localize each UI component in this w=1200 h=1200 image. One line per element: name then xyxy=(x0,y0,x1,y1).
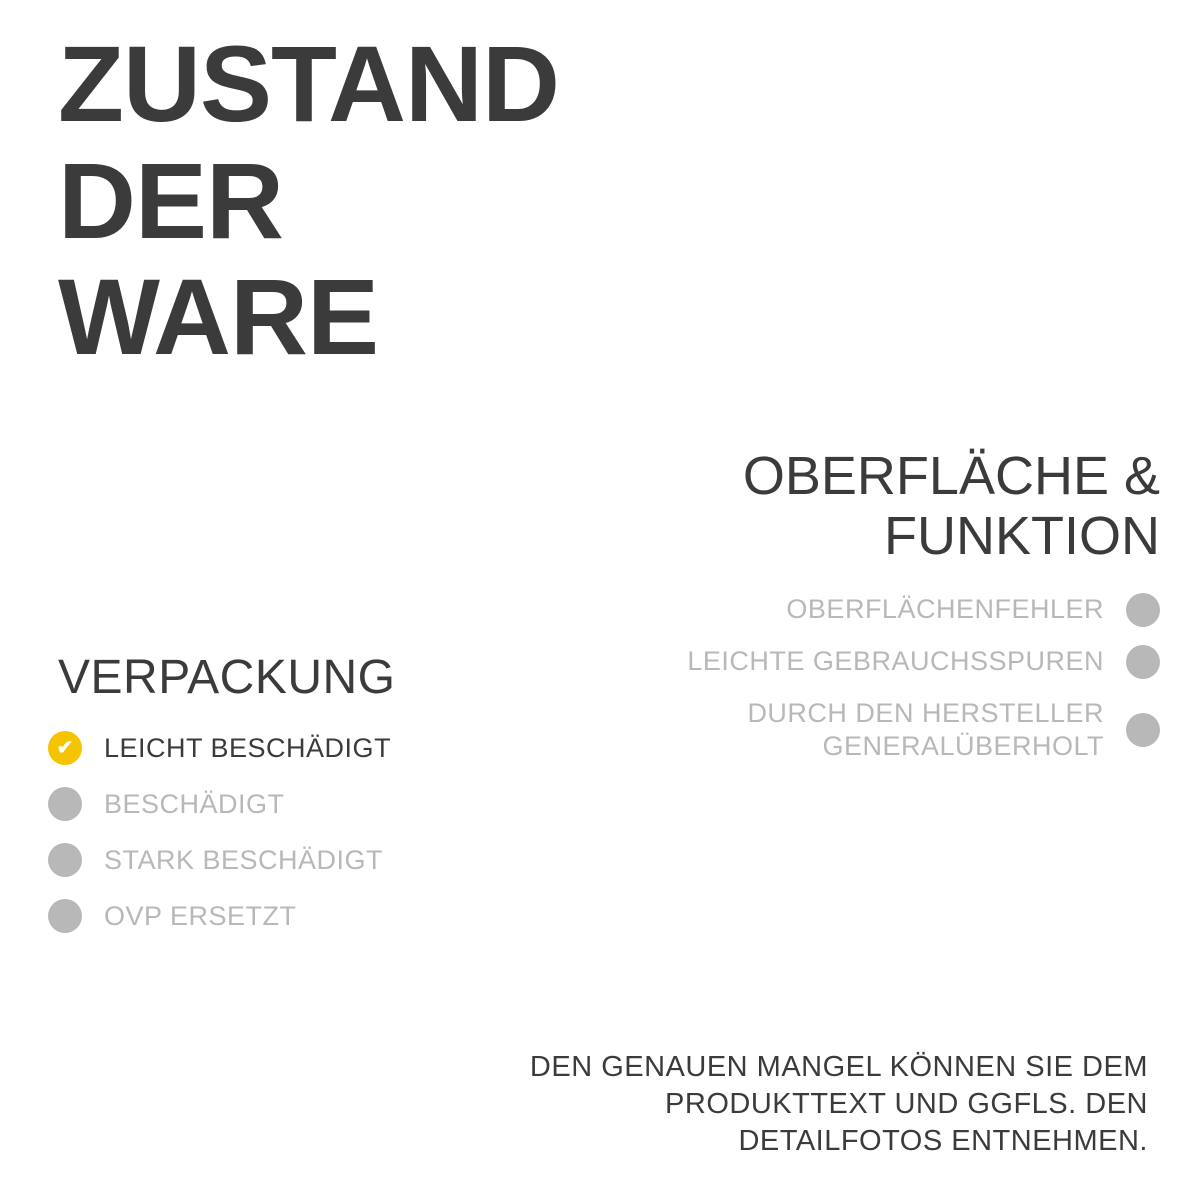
packaging-heading: VERPACKUNG xyxy=(58,651,396,704)
radio-dot-icon[interactable] xyxy=(1126,713,1160,747)
list-item[interactable] xyxy=(48,731,568,765)
radio-dot-icon[interactable] xyxy=(48,787,82,821)
page-title-line-1: ZUSTAND xyxy=(58,23,559,144)
list-item[interactable] xyxy=(48,787,568,821)
page-title xyxy=(58,23,758,378)
radio-dot-icon[interactable] xyxy=(48,843,82,877)
footer-note: DEN GENAUEN MANGEL KÖNNEN SIE DEM PRODUKTTEXT UND GGFLS. DEN DETAILFOTOS ENTNEHMEN. xyxy=(529,1050,1148,1157)
list-item[interactable] xyxy=(48,899,568,933)
packaging-option-label: STARK BESCHÄDIGT xyxy=(104,844,384,875)
radio-dot-icon[interactable] xyxy=(1126,645,1160,679)
surface-function-list xyxy=(600,593,1160,763)
radio-dot-icon[interactable] xyxy=(1126,593,1160,627)
surface-function-heading-line-2: FUNKTION xyxy=(884,506,1160,567)
packaging-option-label: BESCHÄDIGT xyxy=(104,788,285,819)
list-item[interactable] xyxy=(600,697,1160,763)
packaging-list xyxy=(48,731,568,933)
check-circle-icon[interactable] xyxy=(48,731,82,765)
surface-option-label: DURCH DEN HERSTELLER GENERALÜBERHOLT xyxy=(747,697,1104,761)
surface-function-section xyxy=(600,446,1160,781)
packaging-option-label: LEICHT BESCHÄDIGT xyxy=(104,732,392,763)
packaging-option-label: OVP ERSETZT xyxy=(104,900,297,931)
list-item[interactable] xyxy=(600,645,1160,679)
surface-option-label: LEICHTE GEBRAUCHSSPUREN xyxy=(687,646,1104,677)
page-title-line-2: DER xyxy=(58,139,284,261)
list-item[interactable] xyxy=(600,593,1160,627)
surface-option-label: OBERFLÄCHENFEHLER xyxy=(786,594,1104,625)
list-item[interactable] xyxy=(48,843,568,877)
page-title-line-3: WARE xyxy=(58,256,378,378)
surface-function-heading xyxy=(600,446,1160,567)
radio-dot-icon[interactable] xyxy=(48,899,82,933)
check-glyph-icon: ✔ xyxy=(56,737,74,759)
surface-function-heading-line-1: OBERFLÄCHE & xyxy=(742,446,1160,506)
packaging-section xyxy=(48,650,568,955)
